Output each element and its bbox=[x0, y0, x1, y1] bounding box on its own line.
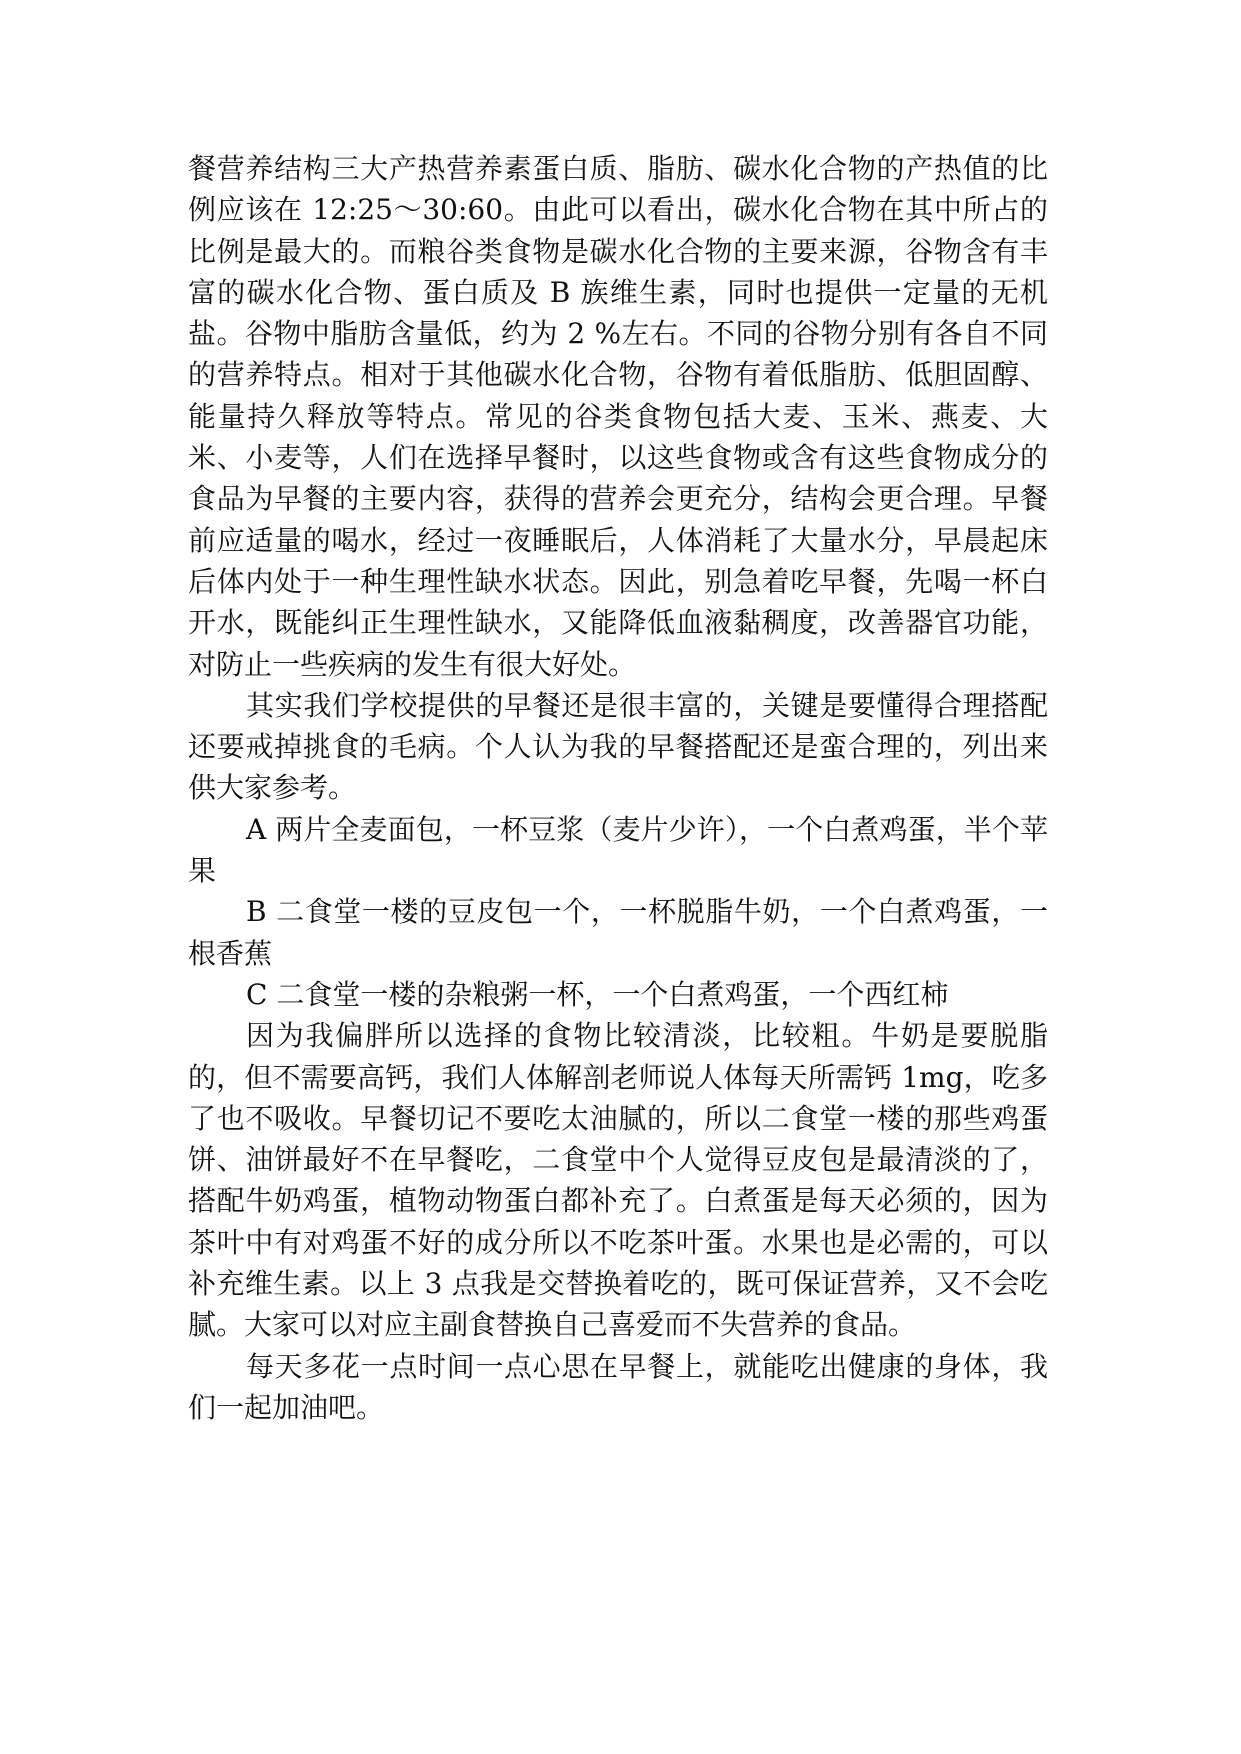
paragraph-explanation: 因为我偏胖所以选择的食物比较清淡，比较粗。牛奶是要脱脂的，但不需要高钙，我们人体解剖老师说人体每天所需钙 1mg，吃多了也不吸收。早餐切记不要吃太油腻的，所以二食堂一楼的那些鸡蛋饼、油饼最好不在早餐吃，二食堂中个人觉得豆皮包是最清淡的了，搭配牛奶鸡蛋，植物动物蛋白都补充了。白煮蛋是每天必须的，因为茶叶中有对鸡蛋不好的成分所以不吃茶叶蛋。水果也是必需的，可以补充维生素。以上 3 点我是交替换着吃的，既可保证营养，又不会吃腻。大家可以对应主副食替换自己喜爱而不失营养的食品。 bbox=[188, 1019, 1048, 1342]
paragraph-option-c: C 二食堂一楼的杂粮粥一杯，一个白煮鸡蛋，一个西红柿 bbox=[246, 977, 949, 1011]
document-body bbox=[188, 148, 1048, 1428]
paragraph-option-a: A 两片全麦面包，一杯豆浆（麦片少许），一个白煮鸡蛋，半个苹果 bbox=[188, 812, 1048, 888]
paragraph-nutrition-structure: 餐营养结构三大产热营养素蛋白质、脂肪、碳水化合物的产热值的比例应该在 12:25～30:60。由此可以看出，碳水化合物在其中所占的比例是最大的。而粮谷类食物是碳水化合物的主要来源，谷物含有丰富的碳水化合物、蛋白质及 B 族维生素，同时也提供一定量的无机盐。谷物中脂肪含量低，约为 2 %左右。不同的谷物分别有各自不同的营养特点。相对于其他碳水化合物，谷物有着低脂肪、低胆固醇、能量持久释放等特点。常见的谷类食物包括大麦、玉米、燕麦、大米、小麦等，人们在选择早餐时，以这些食物或含有这些食物成分的食品为早餐的主要内容，获得的营养会更充分，结构会更合理。早餐前应适量的喝水，经过一夜睡眠后，人体消耗了大量水分，早晨起床后体内处于一种生理性缺水状态。因此，别急着吃早餐，先喝一杯白开水，既能纠正生理性缺水，又能降低血液黏稠度，改善器官功能，对防止一些疾病的发生有很大好处。 bbox=[188, 152, 1048, 681]
paragraph-option-b: B 二食堂一楼的豆皮包一个，一杯脱脂牛奶，一个白煮鸡蛋，一根香蕉 bbox=[188, 895, 1048, 970]
paragraph-conclusion: 每天多花一点时间一点心思在早餐上，就能吃出健康的身体，我们一起加油吧。 bbox=[188, 1349, 1048, 1424]
paragraph-school-breakfast: 其实我们学校提供的早餐还是很丰富的，关键是要懂得合理搭配还要戒掉挑食的毛病。个人认为我的早餐搭配还是蛮合理的，列出来供大家参考。 bbox=[188, 688, 1048, 805]
